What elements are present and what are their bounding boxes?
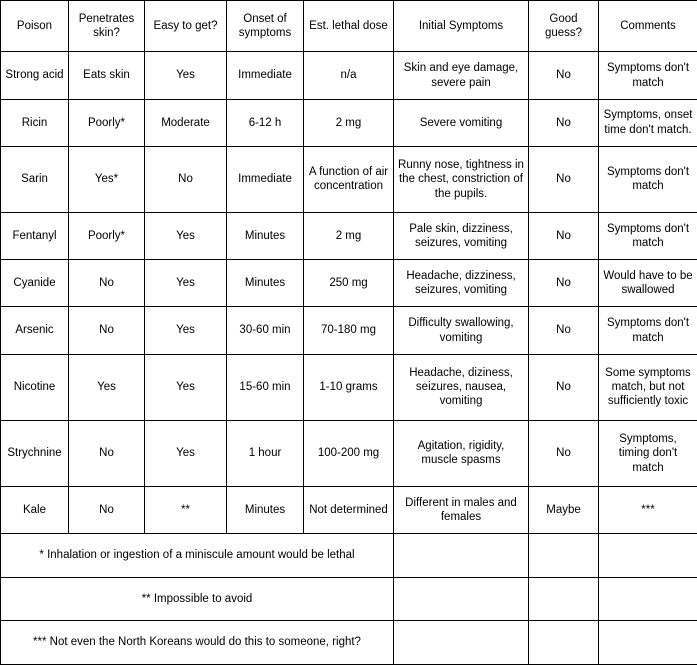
cell-poison: Strychnine — [1, 420, 69, 486]
cell-comments: Would have to be swallowed — [599, 260, 697, 307]
cell-lethal-dose: 2 mg — [304, 99, 394, 146]
cell-comments: Symptoms, timing don't match — [599, 420, 697, 486]
cell-penetrates-skin: No — [69, 307, 145, 354]
cell-good-guess: No — [529, 260, 599, 307]
cell-symptoms: Headache, dizziness, seizures, vomiting — [394, 260, 529, 307]
cell-easy-to-get: ** — [145, 487, 227, 534]
empty-cell — [529, 621, 599, 665]
cell-symptoms: Severe vomiting — [394, 99, 529, 146]
table-header-row — [1, 1, 697, 52]
cell-poison: Ricin — [1, 99, 69, 146]
column-header-initial-symptoms: Initial Symptoms — [394, 1, 529, 52]
empty-cell — [394, 577, 529, 621]
cell-penetrates-skin: Yes — [69, 354, 145, 420]
cell-comments: Symptoms don't match — [599, 307, 697, 354]
column-header-penetrates-skin: Penetrates skin? — [69, 1, 145, 52]
cell-poison: Kale — [1, 487, 69, 534]
cell-symptoms: Skin and eye damage, severe pain — [394, 52, 529, 99]
cell-lethal-dose: n/a — [304, 52, 394, 99]
cell-comments: Symptoms don't match — [599, 52, 697, 99]
cell-comments: Symptoms, onset time don't match. — [599, 99, 697, 146]
column-header-poison: Poison — [1, 1, 69, 52]
footnote-triple-asterisk: *** Not even the North Koreans would do this to someone, right? — [1, 621, 394, 665]
cell-poison: Strong acid — [1, 52, 69, 99]
empty-cell — [599, 534, 697, 578]
cell-poison: Nicotine — [1, 354, 69, 420]
cell-onset: Immediate — [227, 146, 304, 212]
table-row — [1, 52, 697, 99]
cell-lethal-dose: A function of air concentration — [304, 146, 394, 212]
cell-good-guess: No — [529, 213, 599, 260]
cell-easy-to-get: Yes — [145, 307, 227, 354]
cell-onset: 6-12 h — [227, 99, 304, 146]
footnote-single-asterisk: * Inhalation or ingestion of a miniscule amount would be lethal — [1, 534, 394, 578]
cell-symptoms: Headache, diziness, seizures, nausea, vomiting — [394, 354, 529, 420]
cell-good-guess: No — [529, 52, 599, 99]
cell-good-guess: Maybe — [529, 487, 599, 534]
footnote-row — [1, 577, 697, 621]
footnote-row — [1, 534, 697, 578]
cell-poison: Fentanyl — [1, 213, 69, 260]
cell-good-guess: No — [529, 420, 599, 486]
cell-easy-to-get: Yes — [145, 52, 227, 99]
cell-onset: 1 hour — [227, 420, 304, 486]
column-header-lethal-dose: Est. lethal dose — [304, 1, 394, 52]
cell-symptoms: Pale skin, dizziness, seizures, vomiting — [394, 213, 529, 260]
empty-cell — [529, 577, 599, 621]
table-row — [1, 213, 697, 260]
cell-lethal-dose: 1-10 grams — [304, 354, 394, 420]
cell-onset: Minutes — [227, 260, 304, 307]
cell-penetrates-skin: No — [69, 420, 145, 486]
column-header-onset: Onset of symptoms — [227, 1, 304, 52]
cell-symptoms: Difficulty swallowing, vomiting — [394, 307, 529, 354]
empty-cell — [394, 534, 529, 578]
cell-onset: 30-60 min — [227, 307, 304, 354]
cell-penetrates-skin: Poorly* — [69, 213, 145, 260]
cell-onset: 15-60 min — [227, 354, 304, 420]
cell-poison: Arsenic — [1, 307, 69, 354]
cell-easy-to-get: Yes — [145, 420, 227, 486]
cell-easy-to-get: Yes — [145, 260, 227, 307]
empty-cell — [394, 621, 529, 665]
column-header-comments: Comments — [599, 1, 697, 52]
table-row — [1, 487, 697, 534]
cell-comments: Symptoms don't match — [599, 146, 697, 212]
cell-onset: Minutes — [227, 213, 304, 260]
table-row — [1, 99, 697, 146]
cell-good-guess: No — [529, 307, 599, 354]
cell-lethal-dose: 250 mg — [304, 260, 394, 307]
table-row — [1, 260, 697, 307]
cell-lethal-dose: 70-180 mg — [304, 307, 394, 354]
cell-easy-to-get: Yes — [145, 354, 227, 420]
cell-penetrates-skin: No — [69, 260, 145, 307]
cell-good-guess: No — [529, 354, 599, 420]
cell-comments: Some symptoms match, but not sufficiently toxic — [599, 354, 697, 420]
cell-penetrates-skin: Yes* — [69, 146, 145, 212]
cell-penetrates-skin: Eats skin — [69, 52, 145, 99]
cell-symptoms: Agitation, rigidity, muscle spasms — [394, 420, 529, 486]
cell-lethal-dose: Not determined — [304, 487, 394, 534]
cell-comments: Symptoms don't match — [599, 213, 697, 260]
empty-cell — [529, 534, 599, 578]
cell-lethal-dose: 100-200 mg — [304, 420, 394, 486]
footnote-row — [1, 621, 697, 665]
cell-easy-to-get: Yes — [145, 213, 227, 260]
table-row — [1, 420, 697, 486]
cell-lethal-dose: 2 mg — [304, 213, 394, 260]
empty-cell — [599, 577, 697, 621]
cell-good-guess: No — [529, 99, 599, 146]
table-row — [1, 354, 697, 420]
footnote-double-asterisk: ** Impossible to avoid — [1, 577, 394, 621]
cell-symptoms: Runny nose, tightness in the chest, constriction of the pupils. — [394, 146, 529, 212]
cell-easy-to-get: No — [145, 146, 227, 212]
cell-easy-to-get: Moderate — [145, 99, 227, 146]
column-header-good-guess: Good guess? — [529, 1, 599, 52]
cell-poison: Cyanide — [1, 260, 69, 307]
cell-good-guess: No — [529, 146, 599, 212]
column-header-easy-to-get: Easy to get? — [145, 1, 227, 52]
cell-symptoms: Different in males and females — [394, 487, 529, 534]
empty-cell — [599, 621, 697, 665]
table-row — [1, 307, 697, 354]
cell-penetrates-skin: No — [69, 487, 145, 534]
cell-poison: Sarin — [1, 146, 69, 212]
cell-comments: *** — [599, 487, 697, 534]
cell-onset: Minutes — [227, 487, 304, 534]
table-row — [1, 146, 697, 212]
cell-onset: Immediate — [227, 52, 304, 99]
cell-penetrates-skin: Poorly* — [69, 99, 145, 146]
